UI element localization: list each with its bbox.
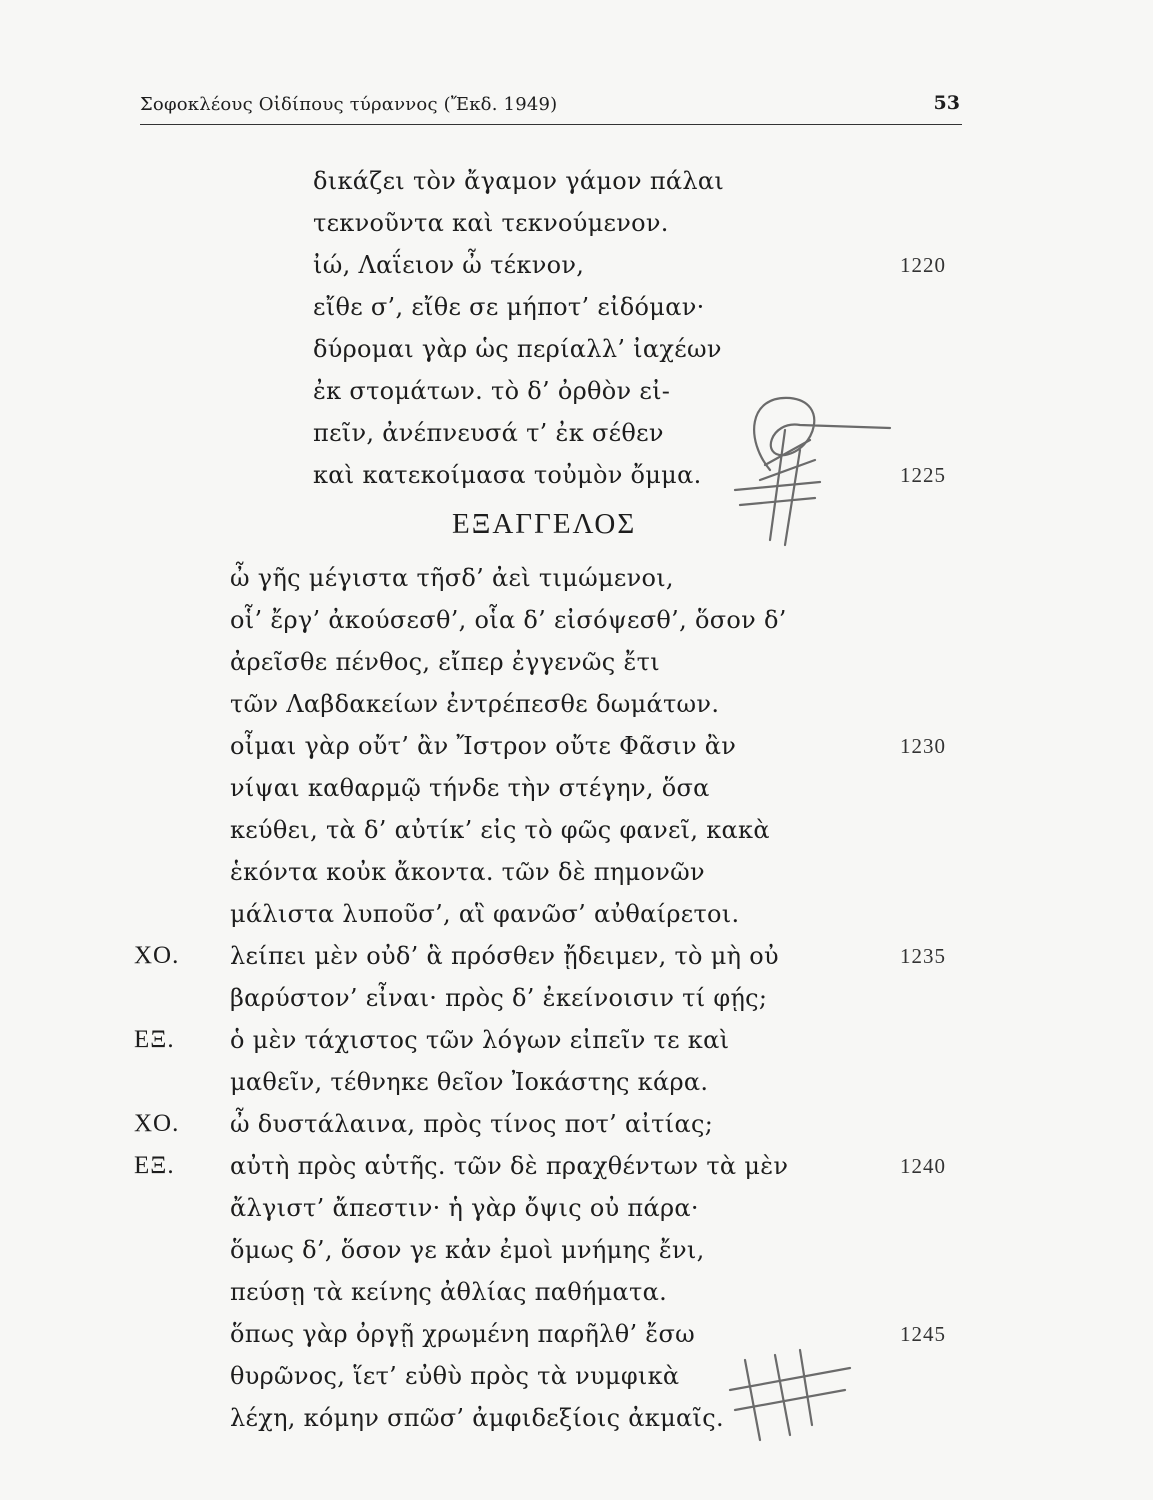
pencil-hash-mark	[745, 1350, 812, 1440]
verse-line: εἴθε σ’, εἴθε σε μήποτ’ εἰδόμαν·	[313, 293, 705, 321]
verse-line: πεῖν, ἀνέπνευσά τ’ ἐκ σέθεν	[313, 419, 664, 447]
speaker-heading: ΕΞΑΓΓΕΛΟΣ	[452, 508, 637, 540]
verse-line: ἐκ στομάτων. τὸ δ’ ὀρθὸν εἰ-	[313, 377, 671, 405]
verse-line: ὅπως γὰρ ὀργῇ χρωμένη παρῆλθ’ ἔσω	[230, 1320, 696, 1348]
verse-line: λέχη, κόμην σπῶσ’ ἀμφιδεξίοις ἀκμαῖς.	[230, 1404, 724, 1432]
verse-line: τῶν Λαβδακείων ἐντρέπεσθε δωμάτων.	[230, 690, 720, 718]
verse-line: οἶμαι γὰρ οὔτ’ ἂν Ἴστρον οὔτε Φᾶσιν ἂν	[230, 732, 737, 760]
verse-line: ἀρεῖσθε πένθος, εἴπερ ἐγγενῶς ἔτι	[230, 648, 660, 676]
verse-line: θυρῶνος, ἵετ’ εὐθὺ πρὸς τὰ νυμφικὰ	[230, 1362, 680, 1390]
verse-line: ἰώ, Λαΐειον ὦ τέκνον,	[313, 251, 585, 279]
verse-line: ἑκόντα κοὐκ ἄκοντα. τῶν δὲ πημονῶν	[230, 858, 705, 886]
line-number: 1240	[900, 1154, 946, 1178]
verse-line: μαθεῖν, τέθνηκε θεῖον Ἰοκάστης κάρα.	[230, 1068, 709, 1096]
verse-line: αὐτὴ πρὸς αὑτῆς. τῶν δὲ πραχθέντων τὰ μὲν	[230, 1152, 789, 1180]
verse-line: πεύσῃ τὰ κείνης ἀθλίας παθήματα.	[230, 1278, 668, 1306]
verse-line: ὦ δυστάλαινα, πρὸς τίνος ποτ’ αἰτίας;	[230, 1110, 714, 1138]
header-title: Σοφοκλέους Οἰδίπους τύραννος (Ἔκδ. 1949)	[140, 94, 558, 115]
pencil-scribble-mark	[735, 482, 820, 505]
verse-line: ἄλγιστ’ ἄπεστιν· ἡ γὰρ ὄψις οὐ πάρα·	[230, 1194, 699, 1222]
line-number: 1235	[900, 944, 946, 968]
verse-line: νίψαι καθαρμῷ τήνδε τὴν στέγην, ὅσα	[230, 774, 710, 802]
line-number: 1220	[900, 253, 946, 277]
page-number: 53	[933, 92, 960, 114]
speaker-label: ΕΞ.	[134, 1152, 175, 1179]
verse-line: ὅμως δ’, ὅσον γε κἀν ἐμοὶ μνήμης ἔνι,	[230, 1236, 705, 1264]
line-number: 1230	[900, 734, 946, 758]
verse-line: τεκνοῦντα καὶ τεκνούμενον.	[313, 209, 669, 237]
verse-line: ὁ μὲν τάχιστος τῶν λόγων εἰπεῖν τε καὶ	[230, 1026, 730, 1054]
line-number: 1225	[900, 463, 946, 487]
verse-line: ὦ γῆς μέγιστα τῆσδ’ ἀεὶ τιμώμενοι,	[230, 564, 674, 592]
line-number: 1245	[900, 1322, 946, 1346]
verse-line: μάλιστα λυποῦσ’, αἳ φανῶσ’ αὐθαίρετοι.	[230, 900, 740, 928]
speaker-label: ΧΟ.	[134, 1110, 180, 1137]
verse-line: κεύθει, τὰ δ’ αὐτίκ’ εἰς τὸ φῶς φανεῖ, κακὰ	[230, 816, 770, 844]
verse-line: δικάζει τὸν ἄγαμον γάμον πάλαι	[313, 167, 725, 195]
speaker-label: ΕΞ.	[134, 1026, 175, 1053]
pencil-scribble-mark	[760, 440, 815, 480]
verse-line: δύρομαι γὰρ ὡς περίαλλ’ ἰαχέων	[313, 335, 722, 363]
verse-line: βαρύστον’ εἶναι· πρὸς δ’ ἐκείνοισιν τί φῄς;	[230, 984, 768, 1012]
verse-line: καὶ κατεκοίμασα τοὐμὸν ὄμμα.	[313, 461, 702, 489]
speaker-label: ΧΟ.	[134, 942, 180, 969]
verse-line: οἷ’ ἔργ’ ἀκούσεσθ’, οἷα δ’ εἰσόψεσθ’, ὅσον δ’	[230, 606, 787, 634]
verse-line: λείπει μὲν οὐδ’ ἃ πρόσθεν ᾔδειμεν, τὸ μὴ οὐ	[230, 942, 779, 970]
